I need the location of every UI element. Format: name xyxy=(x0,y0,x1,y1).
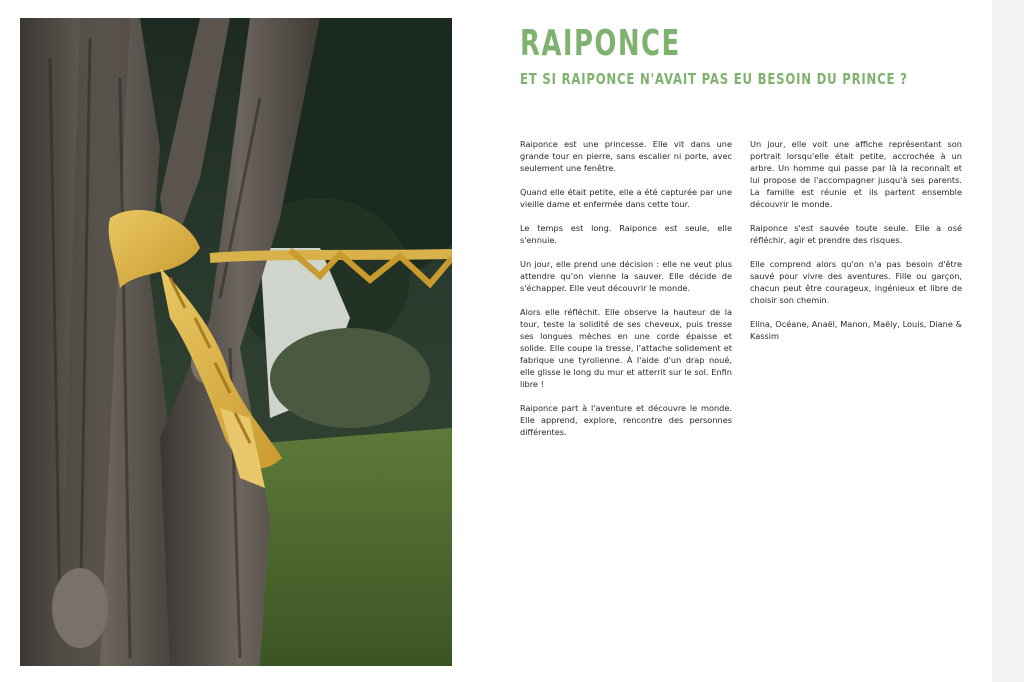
paragraph: Raiponce part à l'aventure et découvre le monde. Elle apprend, explore, rencontre des personnes différentes. xyxy=(520,403,732,437)
paragraph: Alors elle réfléchit. Elle observe la hauteur de la tour, teste la solidité de ses cheveux, puis tresse ses longues mèches en une corde épaisse et solide. Elle coupe la tresse, l'attache solidement et fabrique une tyrolienne. À l'aide d'un drap noué, elle glisse le long du mur et atterrit sur le sol. Enfin libre ! xyxy=(520,307,732,389)
page-subtitle: ET SI RAIPONCE N'AVAIT PAS EU BESOIN DU PRINCE ? xyxy=(520,70,908,88)
paragraph: Un jour, elle prend une décision : elle ne veut plus attendre qu'on vienne la sauver. Elle décide de s'échapper. Elle veut découvrir le monde. xyxy=(520,259,732,293)
page-gutter xyxy=(992,0,1024,682)
tree-photo xyxy=(20,18,452,666)
page-title: RAIPONCE xyxy=(520,23,681,64)
paragraph: Raiponce s'est sauvée toute seule. Elle a osé réfléchir, agir et prendre des risques. xyxy=(750,223,962,245)
paragraph: Un jour, elle voit une affiche représentant son portrait lorsqu'elle était petite, accrochée à un arbre. Un homme qui passe par là la reconnaît et lui propose de l'accompagner jusqu'à ses parents. La famille est réunie et ils partent ensemble découvrir le monde. xyxy=(750,139,962,209)
paragraph: Raiponce est une princesse. Elle vit dans une grande tour en pierre, sans escalier ni porte, avec seulement une fenêtre. xyxy=(520,139,732,173)
paragraph: Quand elle était petite, elle a été capturée par une vieille dame et enfermée dans cette tour. xyxy=(520,187,732,209)
authors-credit: Elina, Océane, Anaël, Manon, Maëly, Louis, Diane & Kassim xyxy=(750,319,962,341)
tree-illustration xyxy=(20,18,452,666)
paragraph: Elle comprend alors qu'on n'a pas besoin d'être sauvé pour vivre des aventures. Fille ou garçon, chacun peut être courageux, ingénieux et libre de choisir son chemin. xyxy=(750,259,962,305)
paragraph: Le temps est long. Raiponce est seule, elle s'ennuie. xyxy=(520,223,732,245)
text-column-right xyxy=(750,138,962,354)
text-column-left xyxy=(520,138,732,450)
